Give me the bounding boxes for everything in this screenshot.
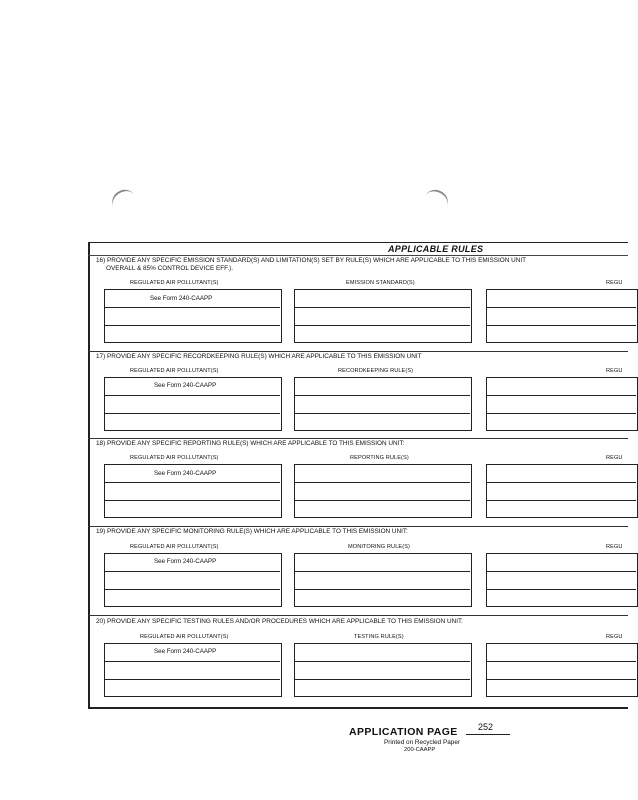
row-line xyxy=(294,395,470,396)
col-header-regu: REGU xyxy=(606,368,623,374)
col-header-regu: REGU xyxy=(606,455,623,461)
see-form-text: See Form 240-CAAPP xyxy=(154,470,217,477)
recordkeeping-box[interactable] xyxy=(294,377,472,431)
section-divider xyxy=(88,615,628,616)
col-header-regu: REGU xyxy=(606,544,623,550)
section-reporting xyxy=(88,440,628,526)
row-line xyxy=(294,307,470,308)
row-line xyxy=(104,307,280,308)
row-line xyxy=(486,325,636,326)
testing-box[interactable] xyxy=(294,643,472,697)
col-header-standard: EMISSION STANDARD(S) xyxy=(346,280,415,286)
col-header-pollutant: REGULATED AIR POLLUTANT(S) xyxy=(140,634,229,640)
col-header-pollutant: REGULATED AIR POLLUTANT(S) xyxy=(130,455,219,461)
row-line xyxy=(486,571,636,572)
section-recordkeeping xyxy=(88,353,628,439)
row-line xyxy=(104,679,280,680)
row-line xyxy=(486,589,636,590)
col-header-reporting: REPORTING RULE(S) xyxy=(350,455,409,461)
col-header-pollutant: REGULATED AIR POLLUTANT(S) xyxy=(130,544,219,550)
page-number: 252 xyxy=(478,722,494,732)
row-line xyxy=(104,482,280,483)
row-line xyxy=(294,571,470,572)
monitoring-box[interactable] xyxy=(294,553,472,607)
reporting-box[interactable] xyxy=(294,464,472,518)
col-header-regu: REGU xyxy=(606,280,623,286)
row-line xyxy=(294,661,470,662)
row-line xyxy=(294,413,470,414)
row-line xyxy=(486,661,636,662)
row-line xyxy=(486,482,636,483)
question-17: 17) PROVIDE ANY SPECIFIC RECORDKEEPING RULE(S) WHICH ARE APPLICABLE TO THIS EMISSION UNIT xyxy=(96,353,422,360)
row-line xyxy=(104,500,280,501)
question-16-cont: OVERALL & 85% CONTROL DEVICE EFF.). xyxy=(106,265,234,272)
regu-box[interactable] xyxy=(486,377,638,431)
question-20: 20) PROVIDE ANY SPECIFIC TESTING RULES AND/OR PROCEDURES WHICH ARE APPLICABLE TO THIS EMISSION UNIT: xyxy=(96,618,463,625)
row-line xyxy=(294,589,470,590)
form-code: 200-CAAPP xyxy=(404,747,436,753)
question-16: 16) PROVIDE ANY SPECIFIC EMISSION STANDARD(S) AND LIMITATION(S) SET BY RULE(S) WHICH ARE APPLICABLE TO THIS EMISSION UNIT xyxy=(96,257,527,264)
section-divider xyxy=(88,438,628,439)
see-form-text: See Form 240-CAAPP xyxy=(154,558,217,565)
form-bottom-border xyxy=(88,707,628,709)
row-line xyxy=(104,589,280,590)
row-line xyxy=(294,679,470,680)
section-divider xyxy=(88,351,628,352)
form-top-border xyxy=(88,242,628,243)
application-page-label: APPLICATION PAGE xyxy=(349,726,458,738)
hole-punch-mark-right xyxy=(420,186,451,216)
page-number-underline xyxy=(466,734,510,735)
regu-box[interactable] xyxy=(486,643,638,697)
form-title: APPLICABLE RULES xyxy=(388,244,484,254)
row-line xyxy=(104,325,280,326)
standard-box[interactable] xyxy=(294,289,472,343)
row-line xyxy=(294,500,470,501)
regu-box[interactable] xyxy=(486,553,638,607)
regu-box[interactable] xyxy=(486,464,638,518)
col-header-recordkeeping: RECORDKEEPING RULE(S) xyxy=(338,368,414,374)
section-testing xyxy=(88,618,628,706)
section-divider xyxy=(88,526,628,527)
row-line xyxy=(104,413,280,414)
section-emission-standards xyxy=(88,257,628,351)
row-line xyxy=(104,395,280,396)
applicable-rules-form xyxy=(88,242,628,708)
col-header-regu: REGU xyxy=(606,634,623,640)
row-line xyxy=(486,500,636,501)
row-line xyxy=(486,679,636,680)
question-19: 19) PROVIDE ANY SPECIFIC MONITORING RULE(S) WHICH ARE APPLICABLE TO THIS EMISSION UNIT: xyxy=(96,528,408,535)
col-header-pollutant: REGULATED AIR POLLUTANT(S) xyxy=(130,280,219,286)
row-line xyxy=(104,571,280,572)
col-header-pollutant: REGULATED AIR POLLUTANT(S) xyxy=(130,368,219,374)
row-line xyxy=(104,661,280,662)
row-line xyxy=(486,413,636,414)
see-form-text: See Form 240-CAAPP xyxy=(150,295,213,302)
title-rule xyxy=(88,255,628,256)
hole-punch-mark-left xyxy=(108,185,140,216)
printed-on-recycled-note: Printed on Recycled Paper xyxy=(384,739,461,746)
section-monitoring xyxy=(88,528,628,616)
row-line xyxy=(294,482,470,483)
row-line xyxy=(486,307,636,308)
regu-box[interactable] xyxy=(486,289,638,343)
col-header-monitoring: MONITORING RULE(S) xyxy=(348,544,410,550)
see-form-text: See Form 240-CAAPP xyxy=(154,648,217,655)
question-18: 18) PROVIDE ANY SPECIFIC REPORTING RULE(S) WHICH ARE APPLICABLE TO THIS EMISSION UNIT: xyxy=(96,440,405,447)
see-form-text: See Form 240-CAAPP xyxy=(154,382,217,389)
row-line xyxy=(486,395,636,396)
col-header-testing: TESTING RULE(S) xyxy=(354,634,404,640)
row-line xyxy=(294,325,470,326)
